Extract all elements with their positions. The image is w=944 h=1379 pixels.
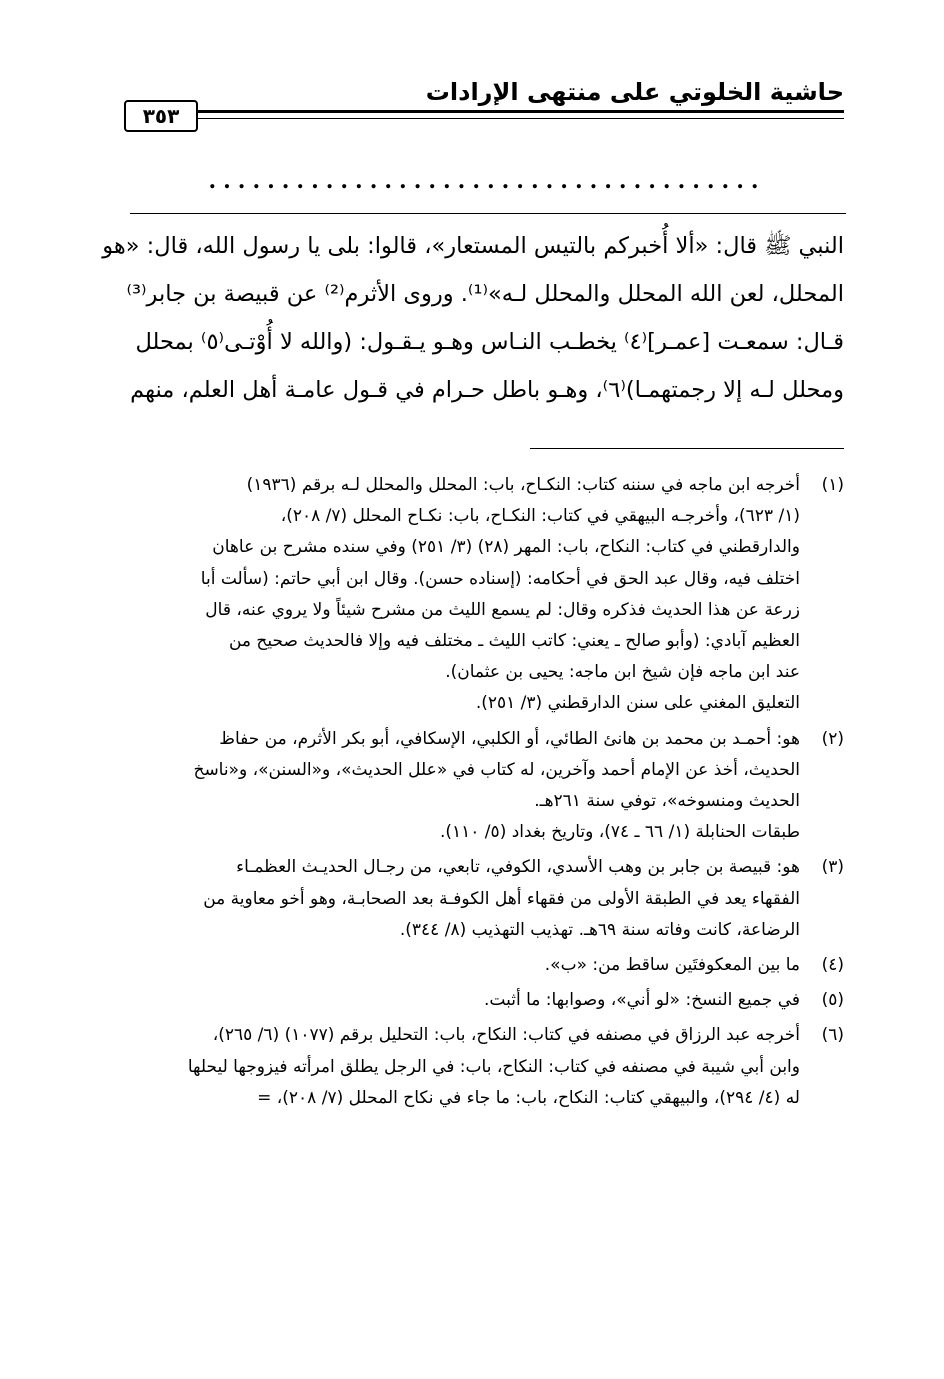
footnote-number: (٥)	[821, 990, 844, 1011]
main-text-line: ومحلل لـه إلا رجمتهمـا)⁽٦⁾، وهـو باطل حـرام في قـول عامـة أهل العلم، منهم	[130, 377, 844, 403]
footnote-line: والدارقطني في كتاب: النكاح، باب: المهر (٢٨) (٣/ ٢٥١) وفي سنده مشرح بن عاهان	[212, 537, 800, 558]
footnote-2	[128, 724, 844, 849]
footnote-line: له (٤/ ٢٩٤)، والبيهقي كتاب: النكاح، باب: ما جاء في نكاح المحلل (٧/ ٢٠٨)، =	[257, 1087, 800, 1108]
running-header-title: حاشية الخلوتي على منتهى الإرادات	[425, 78, 844, 106]
footnote-line: العظيم آبادي: (وأبو صالح ـ يعني: كاتب الليث ـ مختلف فيه وإلا فالحديث صحيح من	[228, 631, 800, 652]
page-number: ٣٥٣	[124, 100, 198, 132]
footnotes	[128, 470, 844, 1118]
footnote-line: الفقهاء يعد في الطبقة الأولى من فقهاء أهل الكوفـة بعد الصحابـة، وهو أخو معاوية من	[203, 888, 800, 909]
footnote-line: وابن أبي شيبة في مصنفه في كتاب: النكاح، باب: في الرجل يطلق امرأته فيزوجها ليحلها	[187, 1056, 800, 1077]
header-rule-thin	[196, 118, 844, 119]
footnote-line: أخرجه ابن ماجه في سننه كتاب: النكـاح، باب: المحلل والمحلل لـه برقم (١٩٣٦)	[246, 475, 800, 495]
footnote-line: هو: قبيصة بن جابر بن وهب الأسدي، الكوفي، تابعي، من رجـال الحديـث العظمـاء	[236, 857, 800, 878]
footnote-line: الحديث ومنسوخه»، توفي سنة ٢٦١هـ.	[534, 791, 800, 812]
main-text-line: المحلل، لعن الله المحلل والمحلل لـه»⁽¹⁾. وروى الأثرم⁽²⁾ عن قبيصة بن جابر⁽³⁾	[126, 281, 844, 307]
footnote-line: الحديث، أخذ عن الإمام أحمد وآخرين، له كتاب في «علل الحديث»، و«السنن»، و«ناسخ	[193, 759, 800, 780]
footnote-line: ما بين المعكوفتَين ساقط من: «ب».	[544, 955, 800, 976]
footnote-4	[128, 950, 844, 981]
footnote-line: أخرجه عبد الرزاق في مصنفه في كتاب: النكاح، باب: التحليل برقم (١٠٧٧) (٦/ ٢٦٥)،	[212, 1025, 800, 1046]
footnote-line: (١/ ٦٢٣)، وأخرجـه البيهقي في كتاب: النكـاح، باب: نكـاح المحلل (٧/ ٢٠٨)،	[280, 506, 800, 527]
header-rule-thick	[196, 110, 844, 113]
main-text-line: قـال: سمعـت [عمـر]⁽٤⁾ يخطـب النـاس وهـو يـقـول: (والله لا أُوْتـى⁽٥⁾ بمحلل	[135, 329, 844, 355]
footnote-number: (٢)	[821, 728, 844, 749]
footnote-line: التعليق المغني على سنن الدارقطني (٣/ ٢٥١).	[475, 693, 800, 714]
footnote-line: عند ابن ماجه فإن شيخ ابن ماجه: يحيى بن عثمان).	[445, 662, 800, 683]
main-text	[102, 222, 844, 414]
footnote-3	[128, 852, 844, 946]
footnote-6	[128, 1020, 844, 1114]
main-text-line: النبي ﷺ قال: «ألا أُخبركم بالتيس المستعار»، قالوا: بلى يا رسول الله، قال: «هو	[102, 233, 844, 259]
footnote-line: اختلف فيه، وقال عبد الحق في أحكامه: (إسناده حسن). وقال ابن أبي حاتم: (سألت أبا	[200, 568, 800, 589]
footnote-line: الرضاعة، كانت وفاته سنة ٦٩هـ. تهذيب التهذيب (٨/ ٣٤٤).	[399, 919, 800, 940]
footnote-number: (٤)	[821, 955, 844, 976]
footnote-rule	[530, 448, 844, 449]
footnote-line: طبقات الحنابلة (١/ ٦٦ ـ ٧٤)، وتاريخ بغداد (٥/ ١١٠).	[439, 822, 800, 843]
footnote-line: زرعة عن هذا الحديث فذكره وقال: لم يسمع الليث من مشرح شيئاً ولا يروي عنه، قال	[205, 599, 800, 620]
footnote-line: في جميع النسخ: «لو أني»، وصوابها: ما أثبت.	[483, 990, 800, 1011]
body-top-rule	[130, 213, 846, 214]
footnote-1	[128, 470, 844, 720]
footnote-number: (٣)	[821, 857, 844, 878]
footnote-line: هو: أحمـد بن محمد بن هانئ الطائي، أو الكلبي، الإسكافي، أبو بكر الأثرم، من حفاظ	[219, 728, 800, 749]
footnote-number: (٦)	[821, 1025, 844, 1046]
footnote-5	[128, 985, 844, 1016]
separator-dots: ......................................	[208, 168, 766, 194]
footnote-number: (١)	[821, 475, 844, 495]
